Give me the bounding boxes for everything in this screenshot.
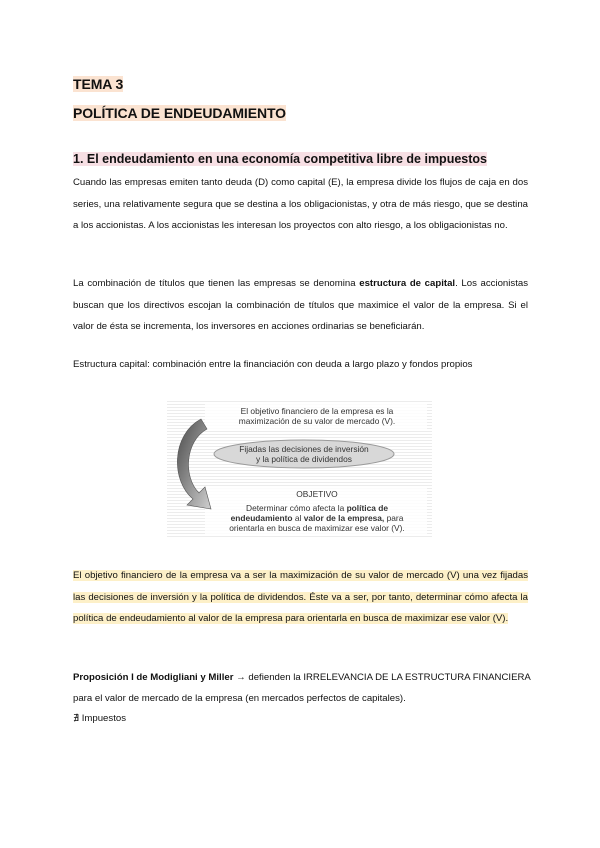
no-taxes-line: ∄ Impuestos xyxy=(73,713,126,724)
diagram-bottom-text: Determinar cómo afecta la política de endeudamiento al valor de la empresa, para orientarla en busca de maximizar ese valor (V). xyxy=(229,503,405,533)
curved-arrow-icon xyxy=(177,419,211,509)
tema-heading: TEMA 3 xyxy=(73,76,124,92)
section-heading: 1. El endeudamiento en una economía competitiva libre de impuestos xyxy=(73,152,487,166)
modigliani-miller-line-2: para el valor de mercado de la empresa (en mercados perfectos de capitales). xyxy=(73,693,406,704)
diagram-objetivo-label: OBJETIVO xyxy=(296,489,338,499)
modigliani-miller-line: Proposición I de Modigliani y Miller → defienden la IRRELEVANCIA DE LA ESTRUCTURA FINANCIERA xyxy=(73,672,531,683)
page-title: POLÍTICA DE ENDEUDAMIENTO xyxy=(73,105,286,121)
paragraph-objetivo-financiero: El objetivo financiero de la empresa va a ser la maximización de su valor de mercado (V) una vez fijadas las decisiones de inversión y la política de dividendos. Éste va a ser, por tanto, determinar cómo afecta la política de endeudamiento al valor de la empresa para orientarla en busca de maximizar ese valor (V). xyxy=(73,570,528,624)
estructura-definition: Estructura capital: combinación entre la financiación con deuda a largo plazo y fondos propios xyxy=(73,359,473,370)
paragraph-estructura-capital: La combinación de títulos que tienen las empresas se denomina estructura de capital. Los accionistas buscan que los directivos escojan la combinación de títulos que maximice el valor de la empresa. Si el valor de ésta se incrementa, los inversores en acciones ordinarias se beneficiarán. xyxy=(73,278,528,332)
diagram-top-text: El objetivo financiero de la empresa es la maximización de su valor de mercado (V). xyxy=(238,406,396,426)
paragraph-flujos: Cuando las empresas emiten tanto deuda (D) como capital (E), la empresa divide los flujos de caja en dos series, una relativamente segura que se destina a los obligacionistas, y otra de más riesgo, que se destina a los accionistas. A los accionistas les interesan los proyectos con alto riesgo, a los obligacionistas no. xyxy=(73,177,528,231)
diagram-ellipse-text: Fijadas las decisiones de inversión y la política de dividendos xyxy=(239,444,369,464)
objective-diagram xyxy=(167,399,432,539)
